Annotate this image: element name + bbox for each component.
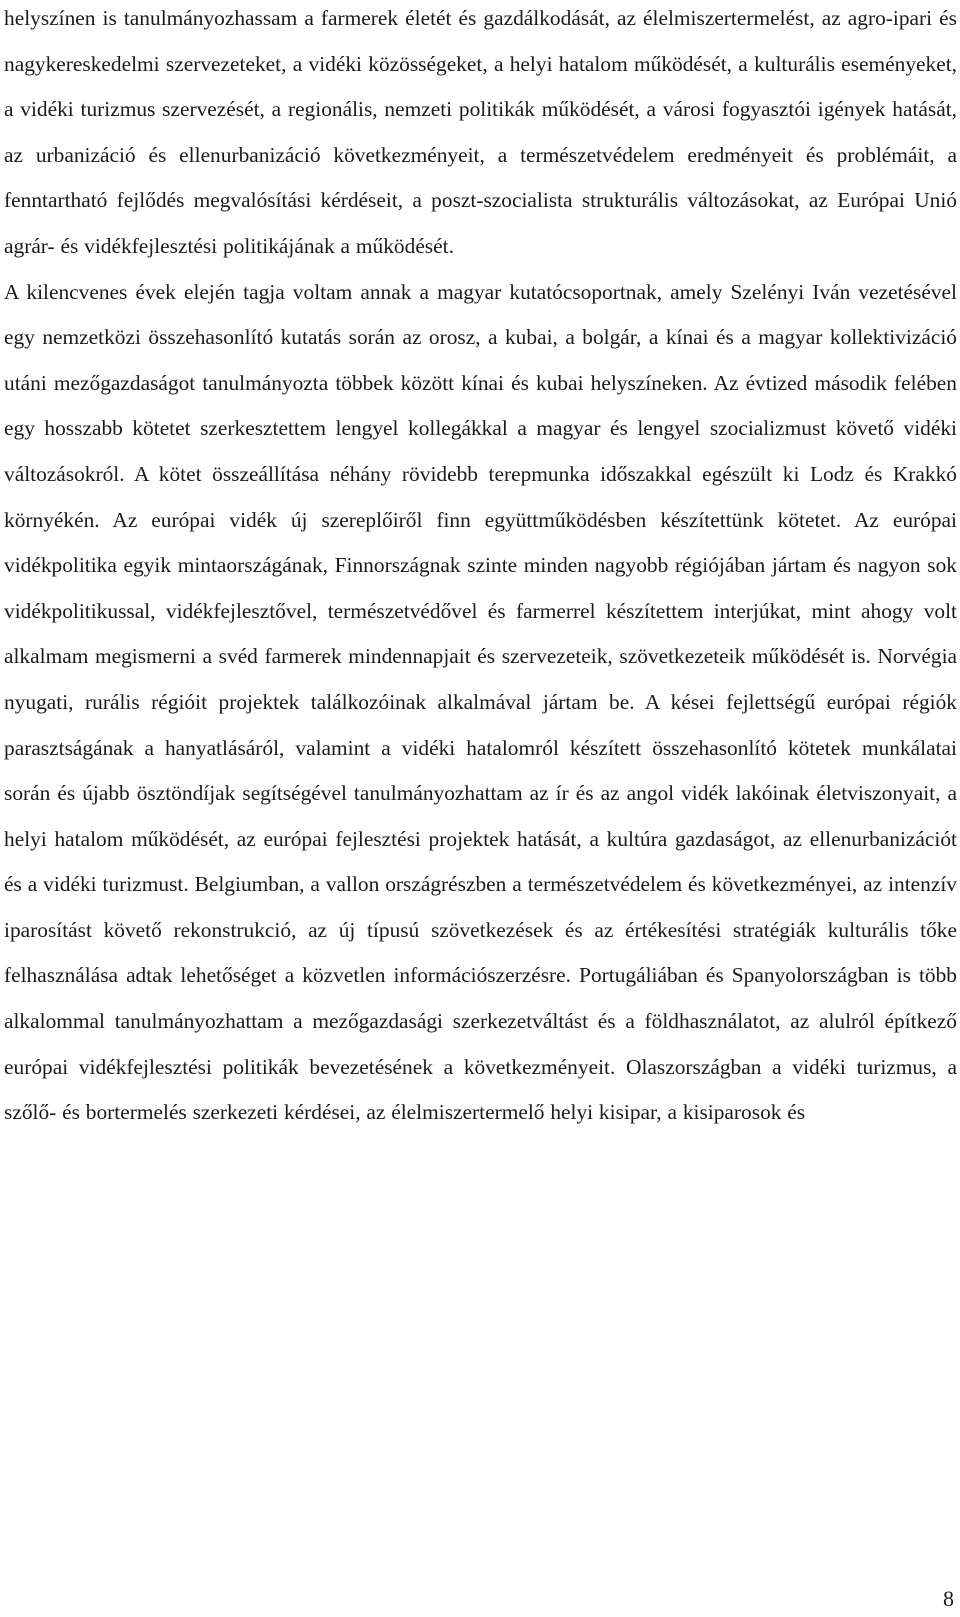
paragraph-continued: helyszínen is tanulmányozhassam a farmerek életét és gazdálkodását, az élelmiszertermelést, az agro-ipari és nagykereskedelmi szervezeteket, a vidéki közösségeket, a helyi hatalom működését, a kulturális eseményeket, a vidéki turizmus szervezését, a regionális, nemzeti politikák működését, a városi fogyasztói igények hatását, az urbanizáció és ellenurbanizáció következményeit, a természetvédelem eredményeit és problémáit, a fenntartható fejlődés megvalósítási kérdéseit, a poszt-szocialista strukturális változásokat, az Európai Unió agrár- és vidékfejlesztési politikájának a működését. [4, 6, 957, 258]
body-text [4, 0, 957, 1136]
page-number: 8 [943, 1586, 954, 1611]
paragraph-research-history: A kilencvenes évek elején tagja voltam annak a magyar kutatócsoportnak, amely Szelényi Iván vezetésével egy nemzetközi összehasonlító kutatás során az orosz, a kubai, a bolgár, a kínai és a magyar kollektivizáció utáni mezőgazdaságot tanulmányozta többek között kínai és kubai helyszíneken. Az évtized második felében egy hosszabb kötetet szerkesztettem lengyel kollegákkal a magyar és lengyel szocializmust követő vidéki változásokról. A kötet összeállítása néhány rövidebb terepmunka időszakkal egészült ki Lodz és Krakkó környékén. Az európai vidék új szereplőiről finn együttműködésben készítettünk kötetet. Az európai vidékpolitika egyik mintaországának, Finnországnak szinte minden nagyobb régiójában jártam és nagyon sok vidékpolitikussal, vidékfejlesztővel, természetvédővel és farmerrel készítettem interjúkat, mint ahogy volt alkalmam megismerni a svéd farmerek mindennapjait és szervezeteik, szövetkezeteik működését is. Norvégia nyugati, rurális régióit projektek találkozóinak alkalmával jártam be. A kései fejlettségű európai régiók parasztságának a hanyatlásáról, valamint a vidéki hatalomról készített összehasonlító kötetek munkálatai során és újabb ösztöndíjak segítségével tanulmányozhattam az ír és az angol vidék lakóinak életviszonyait, a helyi hatalom működését, az európai fejlesztési projektek hatását, a kultúra gazdaságot, az ellenurbanizációt és a vidéki turizmust. Belgiumban, a vallon országrészben a természetvédelem és következményei, az intenzív iparosítást követő rekonstrukció, az új típusú szövetkezések és az értékesítési stratégiák kulturális tőke felhasználása adtak lehetőséget a közvetlen információszerzésre. Portugáliában és Spanyolországban is több alkalommal tanulmányozhattam a mezőgazdasági szerkezetváltást és a földhasználatot, az alulról építkező európai vidékfejlesztési politikák bevezetésének a következményeit. Olaszországban a vidéki turizmus, a szőlő- és bortermelés szerkezeti kérdései, az élelmiszertermelő helyi kisipar, a kisiparosok és [4, 279, 957, 1125]
